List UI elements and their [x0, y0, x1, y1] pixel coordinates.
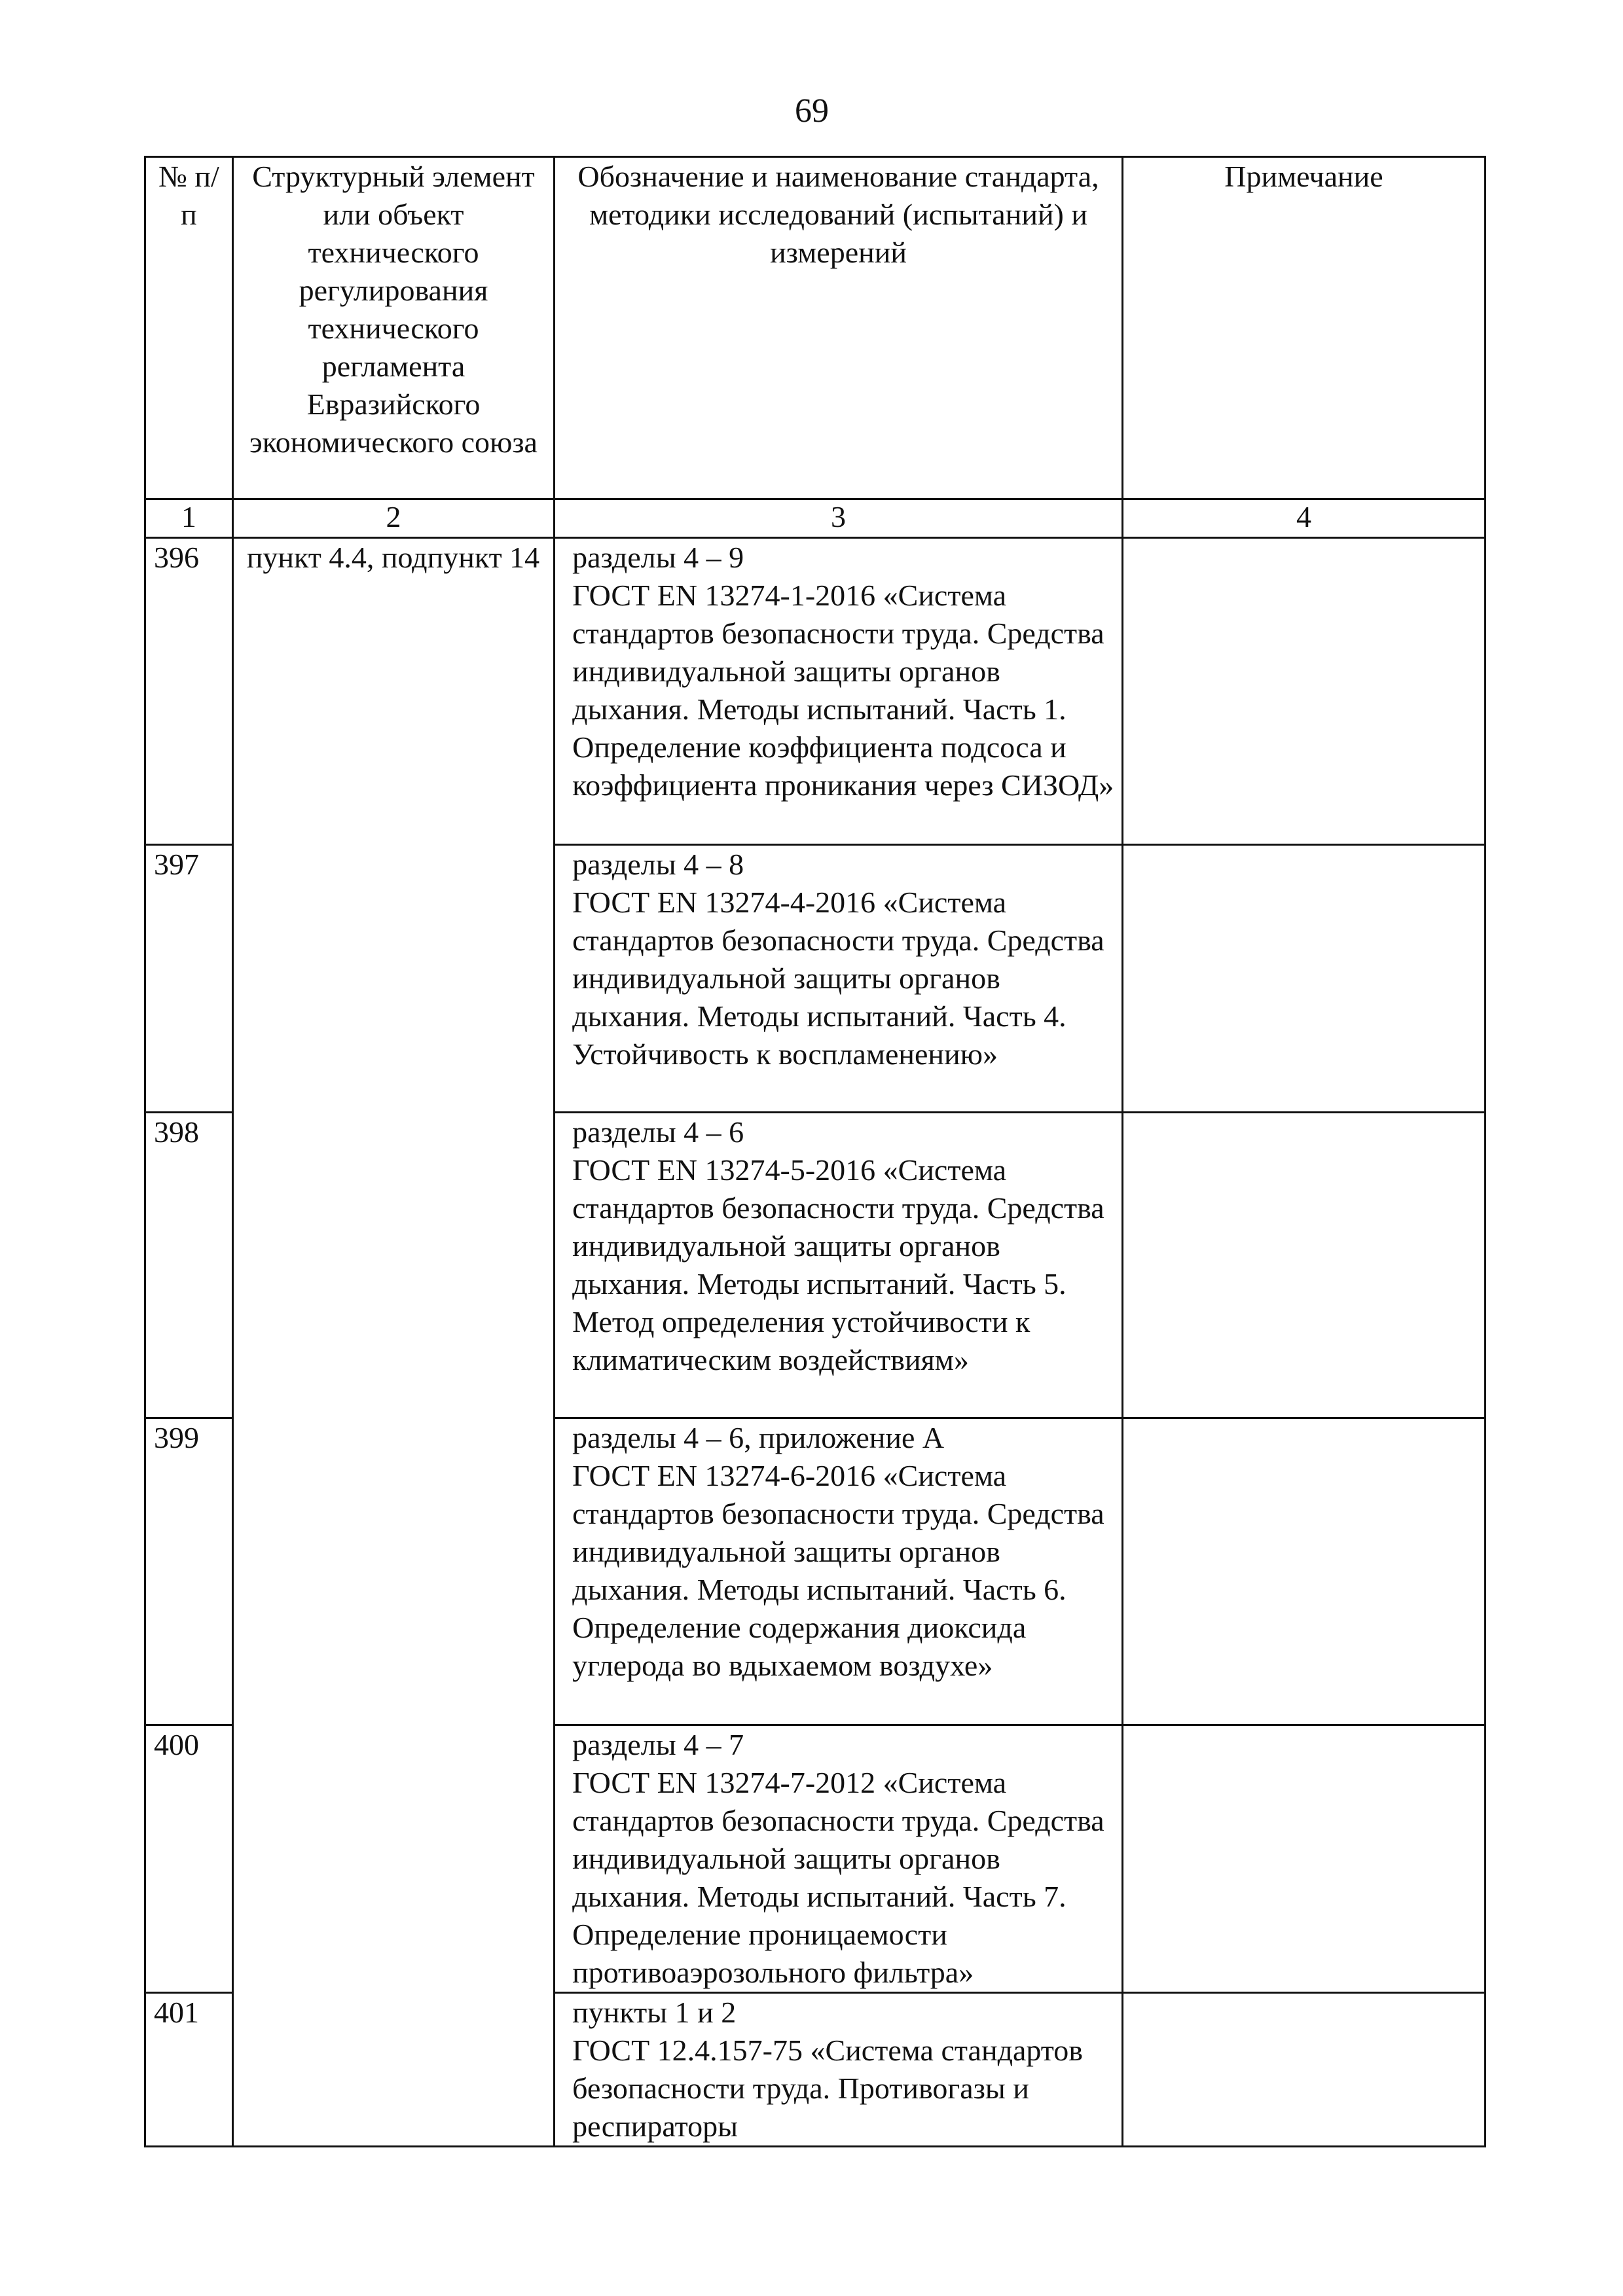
standard-section: разделы 4 – 6 [572, 1115, 744, 1149]
header-structural-element: Структурный элемент или объект технического регулирования технического регламента Евразийского экономического союза [232, 157, 554, 499]
standard-title: ГОСТ EN 13274-1-2016 «Система стандартов безопасности труда. Средства индивидуальной защиты органов дыхания. Методы испытаний. Часть 1. Определение коэффициента подсоса и коэффициента проникания через СИЗОД» [572, 579, 1114, 802]
standard-cell [555, 1993, 1123, 2147]
header-number: № п/п [145, 157, 233, 499]
column-index: 1 [145, 499, 233, 538]
row-number: 398 [145, 1113, 233, 1418]
header-note: Примечание [1122, 157, 1485, 499]
column-index: 4 [1122, 499, 1485, 538]
header-standard: Обозначение и наименование стандарта, методики исследований (испытаний) и измерений [555, 157, 1123, 499]
standard-title: ГОСТ EN 13274-6-2016 «Система стандартов безопасности труда. Средства индивидуальной защиты органов дыхания. Методы испытаний. Часть 6. Определение содержания диоксида углерода во вдыхаемом воздухе» [572, 1459, 1104, 1682]
standard-section: пункты 1 и 2 [572, 1996, 737, 2029]
row-number: 397 [145, 845, 233, 1113]
note-cell [1122, 1113, 1485, 1418]
standard-title: ГОСТ EN 13274-7-2012 «Система стандартов безопасности труда. Средства индивидуальной защиты органов дыхания. Методы испытаний. Часть 7. Определение проницаемости противоаэрозольного фильтра» [572, 1766, 1104, 1989]
standard-title: ГОСТ 12.4.157-75 «Система стандартов безопасности труда. Противогазы и респираторы [572, 2034, 1083, 2143]
note-cell [1122, 1725, 1485, 1993]
standard-title: ГОСТ EN 13274-5-2016 «Система стандартов безопасности труда. Средства индивидуальной защиты органов дыхания. Методы испытаний. Часть 5. Метод определения устойчивости к климатическим воздействиям» [572, 1153, 1104, 1376]
note-cell [1122, 1418, 1485, 1725]
standard-cell [555, 845, 1123, 1113]
row-number: 400 [145, 1725, 233, 1993]
standard-cell [555, 1418, 1123, 1725]
row-number: 396 [145, 538, 233, 845]
note-cell [1122, 538, 1485, 845]
standard-section: разделы 4 – 8 [572, 848, 744, 881]
column-index: 3 [555, 499, 1123, 538]
table-row [145, 538, 1486, 845]
structural-element-cell: пункт 4.4, подпункт 14 [232, 538, 554, 2147]
note-cell [1122, 845, 1485, 1113]
column-index: 2 [232, 499, 554, 538]
table-header-row [145, 157, 1486, 499]
standard-section: разделы 4 – 7 [572, 1728, 744, 1761]
row-number: 401 [145, 1993, 233, 2147]
standard-section: разделы 4 – 9 [572, 541, 744, 574]
standard-cell [555, 1113, 1123, 1418]
standards-table [144, 156, 1486, 2147]
row-number: 399 [145, 1418, 233, 1725]
standard-section: разделы 4 – 6, приложение А [572, 1421, 945, 1454]
standard-cell [555, 538, 1123, 845]
note-cell [1122, 1993, 1485, 2147]
page-number: 69 [795, 92, 829, 130]
standard-cell [555, 1725, 1123, 1993]
standard-title: ГОСТ EN 13274-4-2016 «Система стандартов безопасности труда. Средства индивидуальной защиты органов дыхания. Методы испытаний. Часть 4. Устойчивость к воспламенению» [572, 886, 1104, 1071]
column-index-row [145, 499, 1486, 538]
